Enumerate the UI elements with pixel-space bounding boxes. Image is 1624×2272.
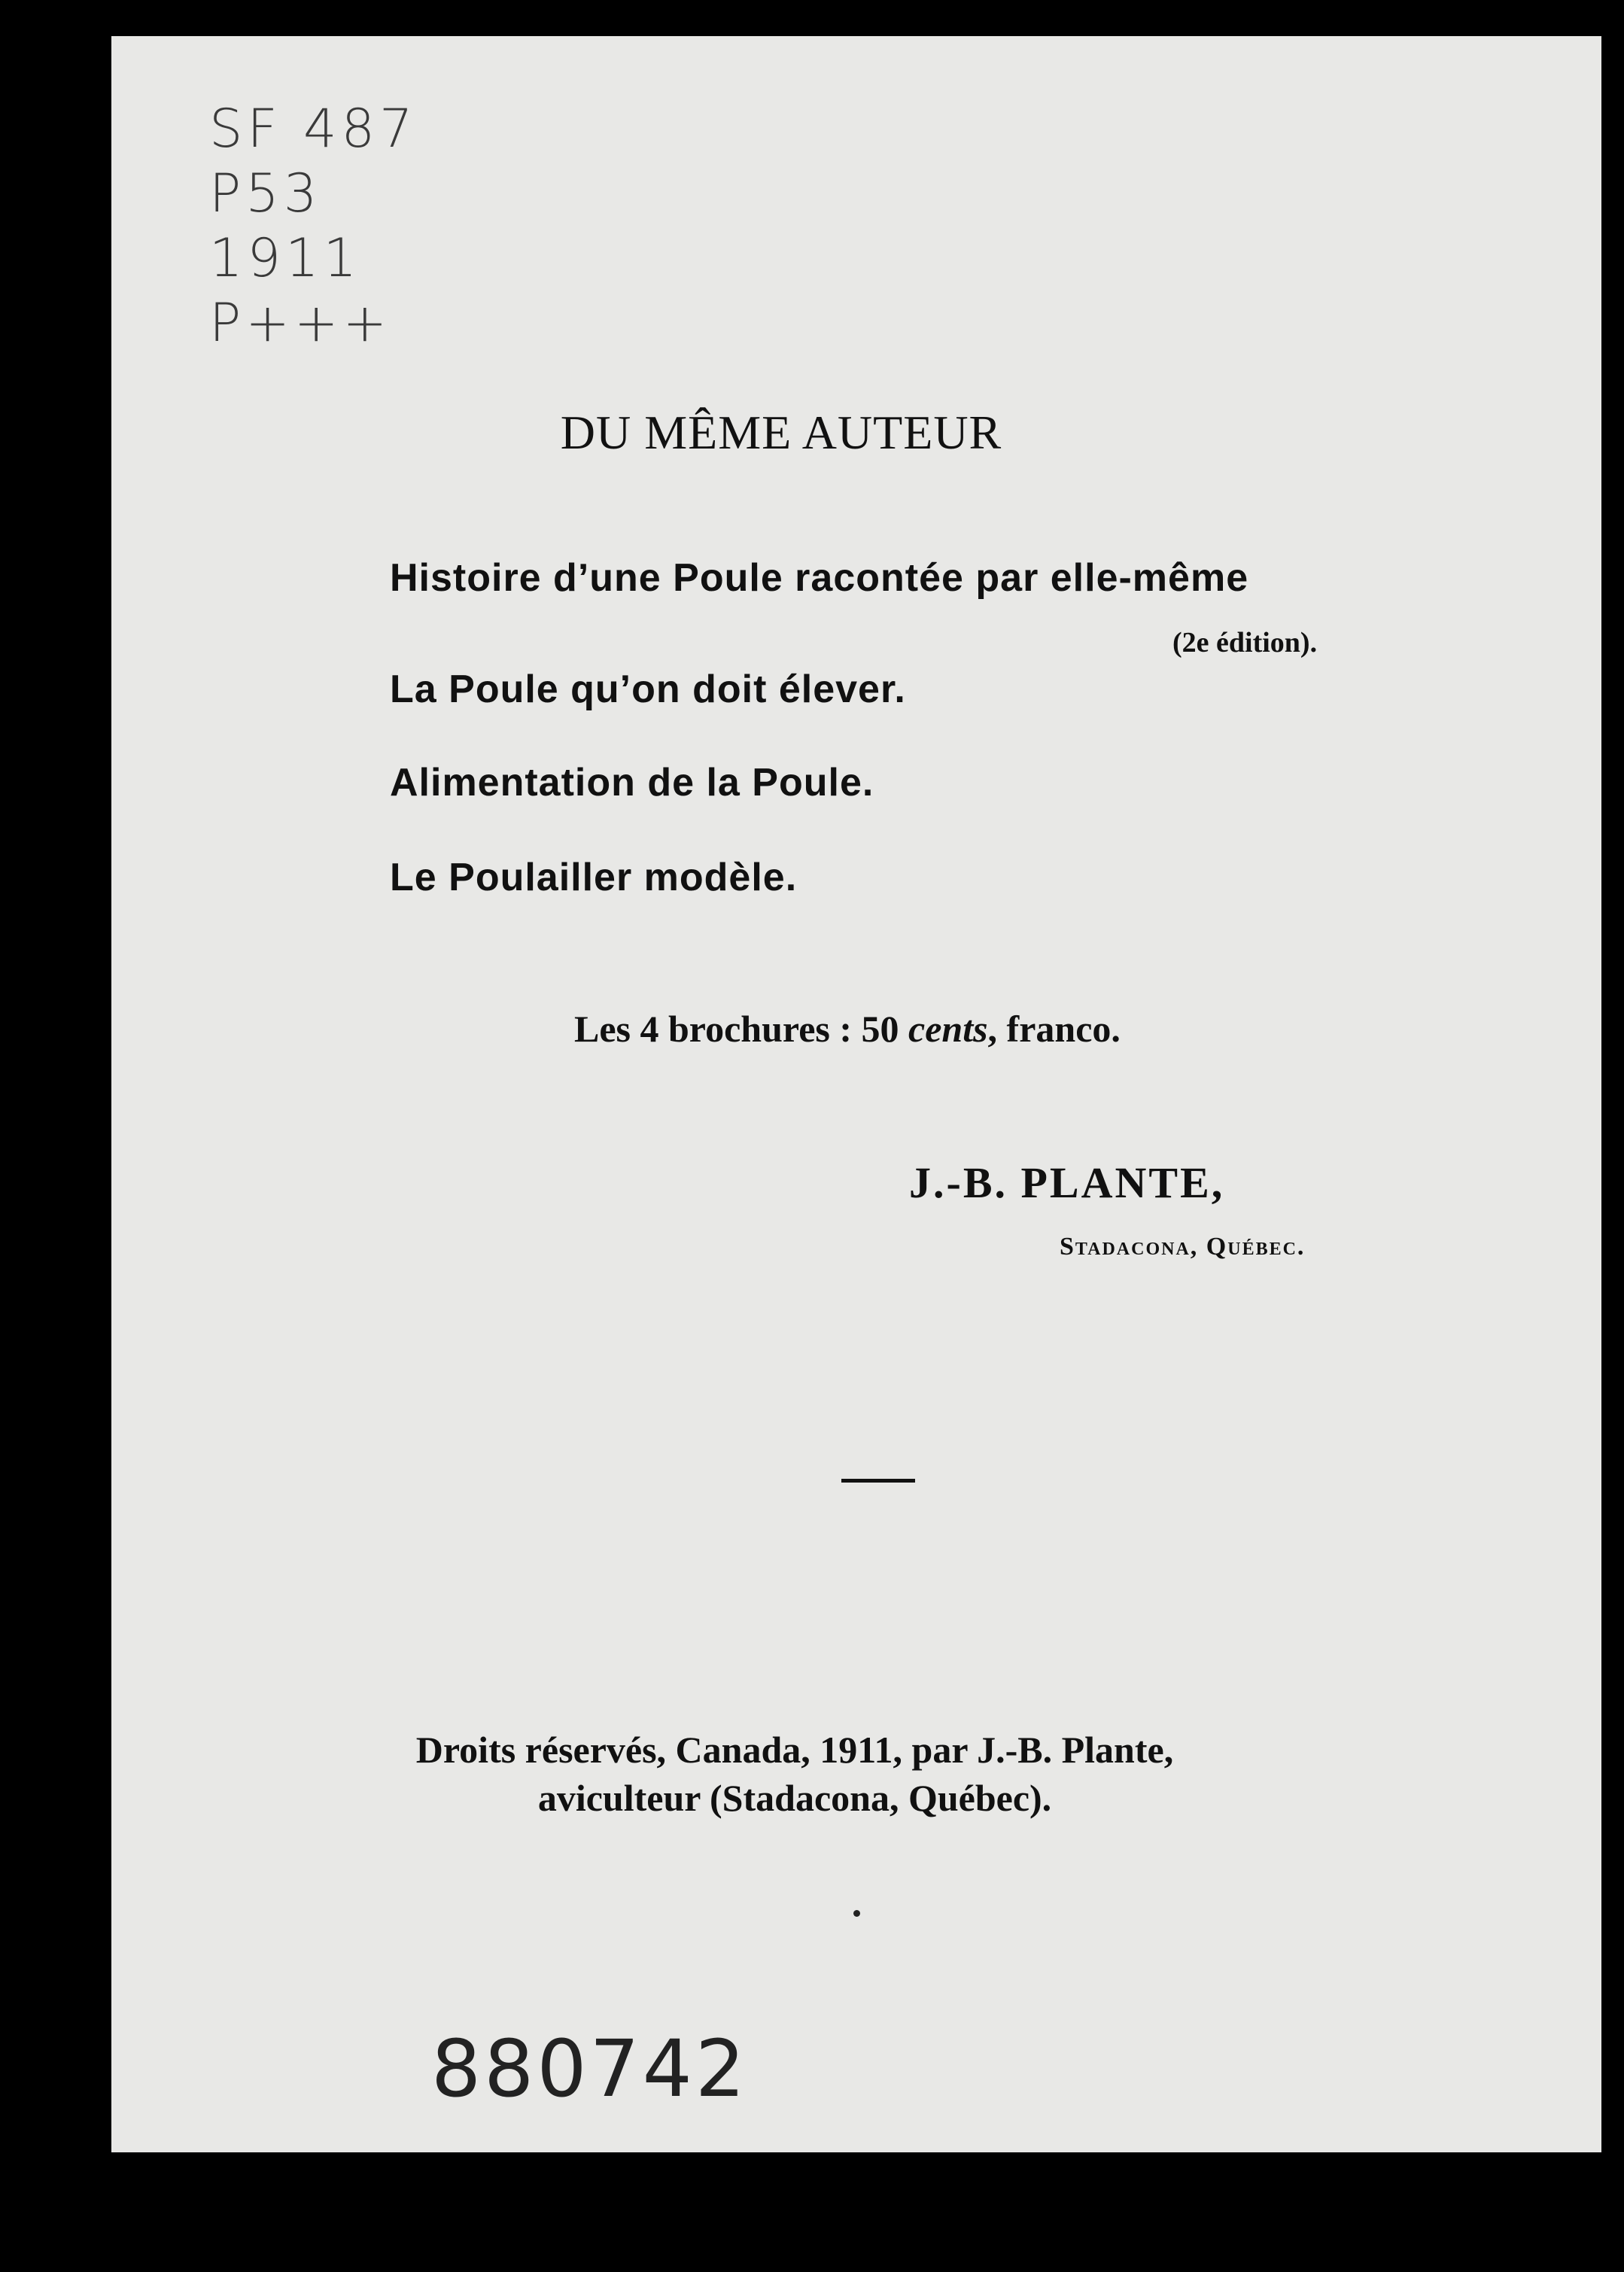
book-page <box>111 36 1601 2152</box>
author-location: Stadacona, Québec. <box>1060 1233 1306 1261</box>
printer-dot <box>853 1910 860 1917</box>
section-heading: DU MÊME AUTEUR <box>560 406 1002 459</box>
call-number-line-2: P53 <box>209 163 322 224</box>
handwritten-call-number <box>209 96 418 355</box>
call-number-line-4: P+++ <box>209 292 392 354</box>
work-title-2: La Poule qu’on doit élever. <box>390 668 906 711</box>
price-currency: cents <box>908 1008 988 1050</box>
work-title-3: Alimentation de la Poule. <box>390 761 874 804</box>
price-text-end: , franco. <box>987 1008 1121 1050</box>
separator-rule <box>841 1479 915 1483</box>
copyright-line-1: Droits réservés, Canada, 1911, par J.-B. Plante, <box>415 1729 1174 1771</box>
copyright-line-2: aviculteur (Stadacona, Québec). <box>537 1777 1052 1819</box>
copyright-notice <box>50 1726 1540 1822</box>
price-text-start: Les 4 brochures : 50 <box>574 1008 908 1050</box>
work-title-4: Le Poulailler modèle. <box>390 856 798 899</box>
call-number-line-3: 1911 <box>209 227 362 289</box>
work-title-1: Histoire d’une Poule racontée par elle-même <box>390 556 1249 600</box>
price-line <box>574 1007 1121 1051</box>
author-name: J.-B. PLANTE, <box>909 1158 1225 1207</box>
accession-number: 880742 <box>431 2023 749 2115</box>
call-number-line-1: SF 487 <box>209 98 418 160</box>
edition-note: (2e édition). <box>1172 627 1318 658</box>
